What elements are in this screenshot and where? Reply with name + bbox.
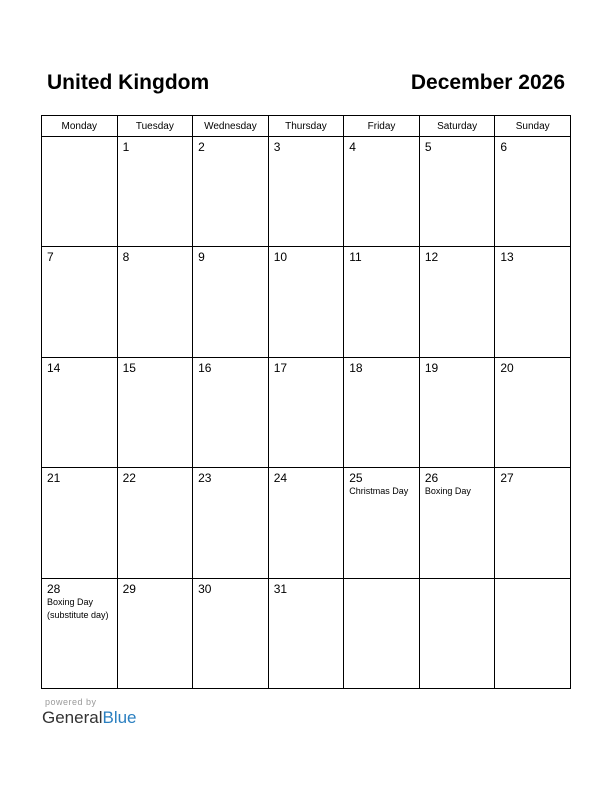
- day-number: 28: [47, 581, 61, 596]
- weekday-friday: Friday: [344, 116, 420, 137]
- day-number: [344, 579, 419, 582]
- day-cell: [268, 357, 344, 467]
- holiday-label: Boxing Day: [424, 486, 471, 497]
- logo-text-general: General: [42, 708, 103, 727]
- day-cell: [117, 137, 193, 247]
- day-cell: [495, 357, 571, 467]
- weekday-monday: Monday: [42, 116, 118, 137]
- day-cell: [419, 468, 495, 578]
- day-cell: [42, 247, 118, 357]
- day-number: 16: [198, 360, 212, 375]
- day-cell: [193, 357, 269, 467]
- day-number: 11: [349, 250, 362, 265]
- day-cell: [117, 578, 193, 688]
- day-cell: [344, 468, 420, 578]
- day-number: 20: [500, 360, 514, 375]
- day-cell: [42, 578, 118, 688]
- day-number: 27: [500, 471, 514, 486]
- day-cell: [495, 468, 571, 578]
- day-cell: [193, 468, 269, 578]
- day-cell: [495, 247, 571, 357]
- day-number: 4: [349, 140, 356, 154]
- day-number: 14: [47, 360, 61, 375]
- day-number: 8: [122, 250, 130, 265]
- day-cell: [419, 247, 495, 357]
- holiday-label: Boxing Day (substitute day): [47, 596, 109, 620]
- day-cell: [495, 137, 571, 247]
- day-number: 22: [122, 471, 136, 486]
- day-cell: [344, 357, 420, 467]
- day-number: 21: [47, 471, 61, 486]
- day-cell: [268, 137, 344, 247]
- day-number: 10: [273, 250, 288, 265]
- day-cell: [268, 578, 344, 688]
- weekday-thursday: Thursday: [268, 116, 344, 137]
- day-cell: [344, 247, 420, 357]
- week-row: [42, 247, 571, 357]
- day-number: 7: [47, 250, 54, 265]
- day-number: 23: [198, 471, 212, 486]
- day-cell: [193, 247, 269, 357]
- day-number: 26: [424, 471, 439, 486]
- day-number: 24: [273, 471, 288, 486]
- day-number: 9: [198, 250, 205, 265]
- day-number: 6: [500, 140, 508, 154]
- week-row: [42, 578, 571, 688]
- weekday-tuesday: Tuesday: [117, 116, 193, 137]
- day-number: 19: [424, 360, 439, 375]
- powered-by-text: powered by: [45, 697, 97, 707]
- day-number: 15: [122, 360, 136, 375]
- day-number: 12: [424, 250, 439, 265]
- week-row: [42, 468, 571, 578]
- day-number: 30: [198, 581, 212, 596]
- day-cell: [268, 247, 344, 357]
- footer-branding: [42, 697, 137, 728]
- day-number: 1: [122, 140, 130, 154]
- day-cell: [419, 137, 495, 247]
- weekday-saturday: Saturday: [419, 116, 495, 137]
- weekday-sunday: Sunday: [495, 116, 571, 137]
- day-number: 2: [198, 140, 205, 154]
- day-number: [495, 579, 570, 582]
- weekday-wednesday: Wednesday: [193, 116, 269, 137]
- page-title-month: December 2026: [410, 71, 565, 94]
- week-row: [42, 137, 571, 247]
- day-number: [420, 579, 495, 582]
- day-cell: [193, 578, 269, 688]
- day-number: 13: [500, 250, 514, 265]
- day-number: 5: [424, 140, 432, 154]
- calendar-grid: [41, 115, 571, 689]
- day-number: 18: [349, 360, 363, 375]
- week-row: [42, 357, 571, 467]
- day-number: [42, 137, 117, 140]
- day-cell: [193, 137, 269, 247]
- weekday-header-row: [42, 116, 571, 137]
- logo-text-blue: Blue: [102, 708, 137, 727]
- generalblue-logo[interactable]: [42, 708, 137, 728]
- day-cell: [419, 578, 495, 688]
- day-number: 29: [122, 581, 136, 596]
- day-number: 31: [273, 581, 288, 596]
- day-cell: [117, 468, 193, 578]
- day-cell: [42, 357, 118, 467]
- day-cell: [42, 468, 118, 578]
- page-title-country: United Kingdom: [47, 71, 210, 94]
- day-cell: [344, 137, 420, 247]
- day-cell: [495, 578, 571, 688]
- day-cell: [117, 357, 193, 467]
- day-cell: [344, 578, 420, 688]
- day-number: 17: [273, 360, 288, 375]
- holiday-label: Christmas Day: [349, 486, 409, 497]
- day-number: 3: [273, 140, 281, 154]
- day-cell: [268, 468, 344, 578]
- day-cell: [419, 357, 495, 467]
- day-cell: [117, 247, 193, 357]
- day-cell: [42, 137, 118, 247]
- day-number: 25: [349, 471, 363, 486]
